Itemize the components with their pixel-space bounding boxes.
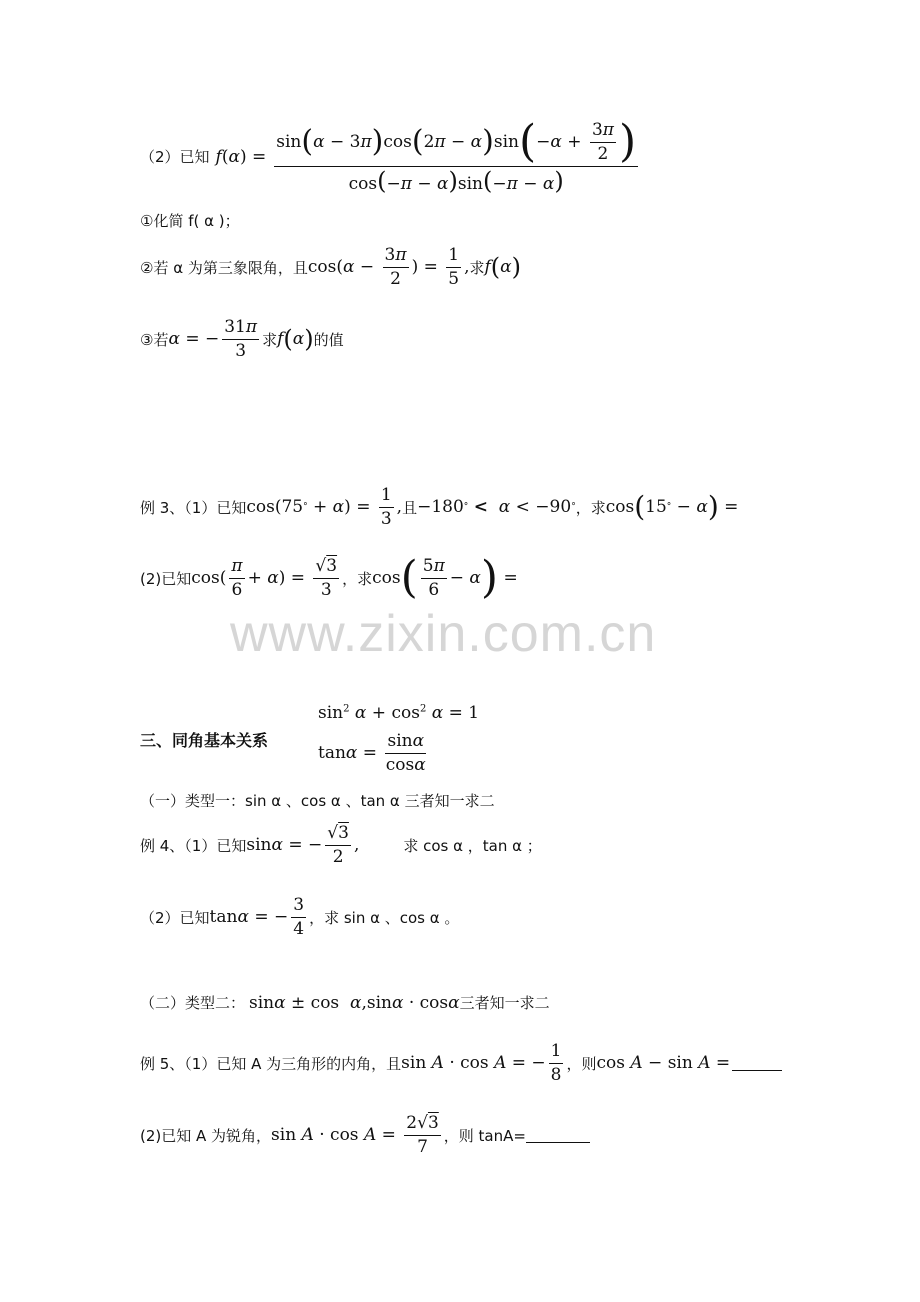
formula-tan: tan α = $\frac{\sin\alpha}{\cos\alpha}$ [318,731,426,775]
ex3-line1-pre: 例 3、（1）已知 [140,498,247,517]
ex5-line2-answer-blank[interactable] [526,1128,590,1143]
q2-label: （2）已知 [140,148,210,167]
ex4-line1 [140,824,542,866]
type2-title-pre: （二）类型二： [140,994,246,1012]
q2-item2-math: cos( α − $\frac{3\pi}{2}$ ) = $\frac{1}{5}$ [307,245,460,289]
ex4-line2 [140,896,459,938]
q2-item3-post: 求 f ( α ) 的值 [262,325,344,354]
ex3-line2-math: cos( $\frac{\pi}{6}$ + α ) = $\frac{√3}{3}$ [191,555,338,600]
ex5-line2-pre: (2)已知 A 为锐角， [140,1126,272,1145]
ex5-line1-ask: cos A − sin A = [596,1053,731,1074]
ex5-line1 [140,1042,782,1084]
ex5-line1-pre: 例 5、（1）已知 A 为三角形的内角，且 [140,1054,402,1073]
ex4-line1-pre: 例 4、（1）已知 [140,836,247,855]
q2-numerator: sin ( α − 3 π ) cos ( 2 π − α ) sin ( − α + $\frac{3\pi}{2}$ ) [276,116,637,167]
ex5-line1-math: sin A · cos A = − $\frac{1}{8}$ [401,1041,562,1085]
ex5-line2 [140,1114,590,1156]
ex5-line2-math: sin A · cos A = $\frac{2√3}{7}$ [271,1113,439,1157]
ex5-line2-post: ，则 tanA= [443,1126,526,1145]
f-lhs: f(α) = [215,146,267,167]
type1-title [140,790,495,811]
q2-item3-math: α = − $\frac{31\pi}{3}$ [168,317,258,361]
type2-title-post: 三者知一求二 [459,994,550,1012]
ex3-line1 [140,486,738,528]
ex4-line2-math: tan α = − $\frac{3}{4}$ [209,895,305,939]
ex5-line1-answer-blank[interactable] [732,1056,782,1071]
q2-item1 [140,210,240,231]
ex3-line1-post: ，求 cos ( 15 ° − α ) = [575,490,739,524]
q2-item3 [140,318,344,360]
q2-fraction [274,116,638,195]
ex4-line2-post: ，求 sin α 、cos α 。 [309,908,460,927]
q2-item1-text: ①化简 f( α )； [140,212,240,230]
q2-item3-pre: ③若 [140,330,169,349]
ex3-line2-post: ，求 cos ( $\frac{5\pi}{6}$ − α ) = [342,552,518,603]
ex3-line2 [140,552,518,603]
q2-item2 [140,246,521,288]
ex4-line1-math: sin α = − $\frac{√3}{2}$ , [246,823,360,867]
ex3-line1-math: cos(75 ° + α ) = $\frac{1}{3}$ , 且 −180 ° < α < −90 ° [246,485,576,529]
section3-title: 三、同角基本关系 [140,731,269,750]
ex3-line2-pre: (2)已知 [140,569,192,588]
ex5-line1-post: ，则 [566,1054,597,1073]
type1-title-text: （一）类型一：sin α 、cos α 、tan α 三者知一求二 [140,792,495,810]
q2-denominator: cos(−π − α)sin(−π − α) [348,167,564,195]
q2-item2-post: , 求 f ( α ) [464,253,522,282]
ex4-line1-post: 求 cos α ，tan α ； [403,836,542,855]
watermark: www.zixin.com.cn [230,605,657,663]
q2-definition [140,116,641,195]
formula-pythagorean: $\sin^2 \alpha + \cos^2 \alpha = 1$ [318,703,480,723]
ex4-line2-pre: （2）已知 [140,908,210,927]
q2-item2-pre: ②若 α 为第三象限角，且 [140,258,308,277]
type2-title [140,992,550,1013]
type2-title-math: sinα ± cos α,sinα · cosα [249,992,460,1013]
